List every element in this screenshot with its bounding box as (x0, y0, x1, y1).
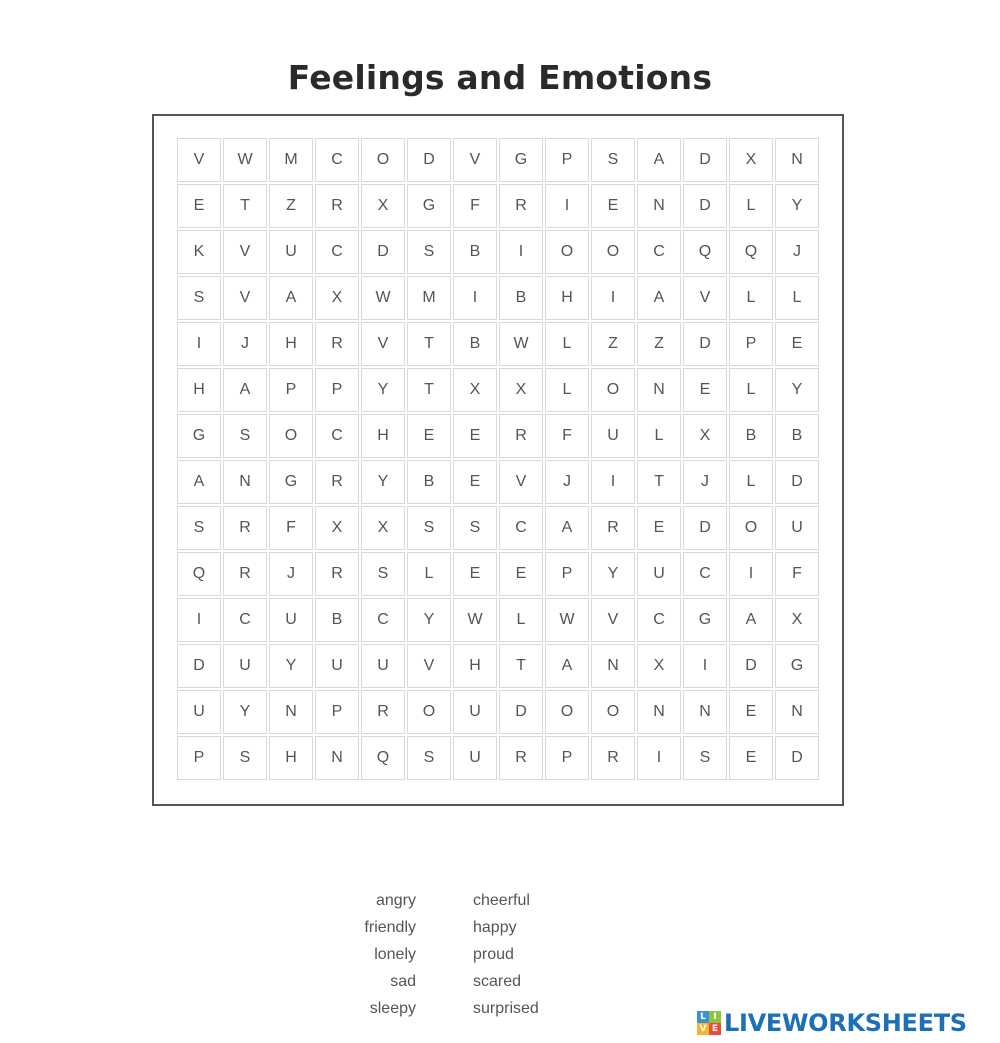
grid-cell[interactable]: T (499, 644, 543, 688)
grid-cell[interactable]: J (223, 322, 267, 366)
grid-cell[interactable]: E (729, 736, 773, 780)
grid-cell[interactable]: X (361, 506, 405, 550)
grid-cell[interactable]: R (315, 184, 359, 228)
grid-cell[interactable]: Q (361, 736, 405, 780)
grid-cell[interactable]: Y (269, 644, 313, 688)
liveworksheets-logo (697, 1008, 995, 1038)
grid-cell[interactable]: S (591, 138, 635, 182)
grid-cell[interactable]: L (407, 552, 451, 596)
grid-cell[interactable]: T (407, 322, 451, 366)
grid-cell[interactable]: X (315, 276, 359, 320)
grid-cell[interactable]: N (637, 184, 681, 228)
logo-mark-tile: I (709, 1011, 721, 1023)
grid-cell[interactable]: N (683, 690, 727, 734)
grid-cell[interactable]: D (683, 322, 727, 366)
grid-cell[interactable]: L (775, 276, 819, 320)
grid-cell[interactable]: F (545, 414, 589, 458)
grid-cell[interactable]: C (637, 598, 681, 642)
grid-cell[interactable]: N (591, 644, 635, 688)
grid-cell[interactable]: O (545, 230, 589, 274)
grid-cell[interactable]: V (223, 230, 267, 274)
grid-cell[interactable]: A (637, 276, 681, 320)
grid-cell[interactable]: E (407, 414, 451, 458)
grid-cell[interactable]: Y (775, 368, 819, 412)
logo-mark-tile: V (697, 1023, 709, 1035)
grid-cell[interactable]: L (729, 184, 773, 228)
grid-cell[interactable]: A (545, 506, 589, 550)
letter-grid (177, 138, 821, 782)
grid-cell[interactable]: U (453, 690, 497, 734)
grid-cell[interactable]: E (591, 184, 635, 228)
grid-cell[interactable]: W (545, 598, 589, 642)
grid-cell[interactable]: E (729, 690, 773, 734)
grid-cell[interactable]: S (407, 736, 451, 780)
grid-cell[interactable]: Z (591, 322, 635, 366)
grid-cell[interactable]: C (315, 414, 359, 458)
grid-cell[interactable]: H (361, 414, 405, 458)
grid-cell[interactable]: R (591, 506, 635, 550)
grid-cell[interactable]: I (545, 184, 589, 228)
grid-cell[interactable]: W (361, 276, 405, 320)
grid-cell[interactable]: M (269, 138, 313, 182)
grid-cell[interactable]: E (683, 368, 727, 412)
grid-cell[interactable]: V (453, 138, 497, 182)
word-list (300, 890, 600, 1030)
grid-cell[interactable]: V (177, 138, 221, 182)
grid-cell[interactable]: A (177, 460, 221, 504)
grid-cell[interactable]: U (269, 598, 313, 642)
grid-cell[interactable]: H (269, 736, 313, 780)
word-list-right-column (473, 890, 539, 1025)
grid-cell[interactable]: E (499, 552, 543, 596)
grid-cell[interactable]: O (591, 690, 635, 734)
grid-cell[interactable]: J (545, 460, 589, 504)
grid-cell[interactable]: E (775, 322, 819, 366)
grid-cell[interactable]: V (407, 644, 451, 688)
grid-cell[interactable]: N (637, 690, 681, 734)
logo-mark-tile: L (697, 1011, 709, 1023)
grid-cell[interactable]: F (775, 552, 819, 596)
grid-cell[interactable]: R (315, 322, 359, 366)
grid-cell[interactable]: C (361, 598, 405, 642)
word-list-item: scared (473, 973, 522, 990)
grid-cell[interactable]: P (545, 736, 589, 780)
grid-cell[interactable]: C (499, 506, 543, 550)
grid-cell[interactable]: I (591, 460, 635, 504)
grid-cell[interactable]: C (683, 552, 727, 596)
grid-cell[interactable]: H (545, 276, 589, 320)
grid-cell[interactable]: U (775, 506, 819, 550)
grid-cell[interactable]: O (591, 368, 635, 412)
grid-cell[interactable]: G (407, 184, 451, 228)
grid-cell[interactable]: B (775, 414, 819, 458)
grid-cell[interactable]: E (177, 184, 221, 228)
grid-cell[interactable]: C (315, 138, 359, 182)
grid-cell[interactable]: J (775, 230, 819, 274)
grid-cell[interactable]: D (361, 230, 405, 274)
grid-cell[interactable]: V (591, 598, 635, 642)
grid-cell[interactable]: N (775, 690, 819, 734)
grid-cell[interactable]: P (315, 690, 359, 734)
grid-cell[interactable]: R (499, 736, 543, 780)
grid-cell[interactable]: D (683, 138, 727, 182)
grid-cell[interactable]: H (177, 368, 221, 412)
grid-cell[interactable]: I (453, 276, 497, 320)
grid-cell[interactable]: L (637, 414, 681, 458)
grid-cell[interactable]: D (499, 690, 543, 734)
grid-cell[interactable]: Z (269, 184, 313, 228)
grid-cell[interactable]: R (315, 460, 359, 504)
grid-cell[interactable]: Z (637, 322, 681, 366)
grid-cell[interactable]: O (407, 690, 451, 734)
grid-cell[interactable]: T (637, 460, 681, 504)
grid-cell[interactable]: N (637, 368, 681, 412)
grid-cell[interactable]: S (223, 736, 267, 780)
grid-cell[interactable]: R (223, 552, 267, 596)
grid-cell[interactable]: Y (361, 368, 405, 412)
grid-cell[interactable]: I (637, 736, 681, 780)
grid-cell[interactable]: U (591, 414, 635, 458)
grid-cell[interactable]: D (775, 460, 819, 504)
grid-cell[interactable]: Q (729, 230, 773, 274)
grid-cell[interactable]: O (269, 414, 313, 458)
grid-cell[interactable]: I (499, 230, 543, 274)
grid-cell[interactable]: S (407, 506, 451, 550)
grid-cell[interactable]: F (453, 184, 497, 228)
grid-cell[interactable]: G (499, 138, 543, 182)
grid-cell[interactable]: H (269, 322, 313, 366)
grid-cell[interactable]: P (545, 138, 589, 182)
grid-cell[interactable]: S (683, 736, 727, 780)
grid-cell[interactable]: D (729, 644, 773, 688)
grid-cell[interactable]: G (775, 644, 819, 688)
grid-cell[interactable]: P (269, 368, 313, 412)
grid-cell[interactable]: R (361, 690, 405, 734)
grid-cell[interactable]: X (729, 138, 773, 182)
grid-cell[interactable]: Y (591, 552, 635, 596)
grid-cell[interactable]: N (775, 138, 819, 182)
word-list-item: happy (473, 919, 517, 936)
grid-cell[interactable]: Y (361, 460, 405, 504)
word-list-item: cheerful (473, 892, 530, 909)
grid-cell[interactable]: J (269, 552, 313, 596)
grid-cell[interactable]: O (361, 138, 405, 182)
page-title: Feelings and Emotions (287, 58, 713, 97)
grid-cell[interactable]: D (177, 644, 221, 688)
grid-cell[interactable]: U (223, 644, 267, 688)
grid-cell[interactable]: B (453, 230, 497, 274)
grid-cell[interactable]: X (361, 184, 405, 228)
grid-cell[interactable]: P (729, 322, 773, 366)
grid-cell[interactable]: D (407, 138, 451, 182)
grid-cell[interactable]: I (177, 598, 221, 642)
grid-cell[interactable]: I (729, 552, 773, 596)
grid-cell[interactable]: I (177, 322, 221, 366)
grid-cell[interactable]: G (177, 414, 221, 458)
grid-cell[interactable]: A (637, 138, 681, 182)
grid-cell[interactable]: Q (683, 230, 727, 274)
grid-cell[interactable]: Y (775, 184, 819, 228)
grid-cell[interactable]: P (545, 552, 589, 596)
grid-cell[interactable]: N (223, 460, 267, 504)
grid-cell[interactable]: S (407, 230, 451, 274)
word-list-item: friendly (364, 919, 416, 936)
grid-cell[interactable]: V (223, 276, 267, 320)
grid-cell[interactable]: R (315, 552, 359, 596)
grid-cell[interactable]: G (683, 598, 727, 642)
grid-cell[interactable]: A (545, 644, 589, 688)
grid-cell[interactable]: U (637, 552, 681, 596)
grid-cell[interactable]: C (223, 598, 267, 642)
grid-cell[interactable]: U (315, 644, 359, 688)
word-list-item: sad (390, 973, 416, 990)
grid-cell[interactable]: U (177, 690, 221, 734)
grid-cell[interactable]: R (499, 184, 543, 228)
grid-cell[interactable]: L (729, 368, 773, 412)
grid-cell[interactable]: D (683, 506, 727, 550)
grid-cell[interactable]: Q (177, 552, 221, 596)
grid-cell[interactable]: B (407, 460, 451, 504)
grid-cell[interactable]: O (591, 230, 635, 274)
grid-cell[interactable]: L (729, 460, 773, 504)
grid-cell[interactable]: D (775, 736, 819, 780)
grid-cell[interactable]: R (223, 506, 267, 550)
grid-cell[interactable]: G (269, 460, 313, 504)
grid-cell[interactable]: V (361, 322, 405, 366)
grid-cell[interactable]: S (223, 414, 267, 458)
grid-cell[interactable]: P (315, 368, 359, 412)
grid-cell[interactable]: J (683, 460, 727, 504)
grid-cell[interactable]: W (499, 322, 543, 366)
grid-cell[interactable]: P (177, 736, 221, 780)
grid-cell[interactable]: A (729, 598, 773, 642)
grid-cell[interactable]: U (453, 736, 497, 780)
grid-cell[interactable]: L (729, 276, 773, 320)
grid-cell[interactable]: U (361, 644, 405, 688)
grid-cell[interactable]: O (545, 690, 589, 734)
grid-cell[interactable]: L (499, 598, 543, 642)
grid-cell[interactable]: X (315, 506, 359, 550)
word-list-item: angry (375, 892, 416, 909)
grid-cell[interactable]: F (269, 506, 313, 550)
grid-cell[interactable]: O (729, 506, 773, 550)
grid-cell[interactable]: N (315, 736, 359, 780)
grid-cell[interactable]: X (637, 644, 681, 688)
word-list-left-column (364, 890, 416, 1025)
grid-cell[interactable]: B (499, 276, 543, 320)
grid-cell[interactable]: A (269, 276, 313, 320)
grid-cell[interactable]: W (223, 138, 267, 182)
grid-cell[interactable]: H (453, 644, 497, 688)
grid-cell[interactable]: E (453, 460, 497, 504)
grid-cell[interactable]: T (407, 368, 451, 412)
grid-cell[interactable]: B (315, 598, 359, 642)
logo-mark-tile: E (709, 1023, 721, 1035)
grid-cell[interactable]: Y (223, 690, 267, 734)
grid-cell[interactable]: S (361, 552, 405, 596)
grid-cell[interactable]: C (315, 230, 359, 274)
word-list-item: lonely (374, 946, 416, 963)
grid-cell[interactable]: Y (407, 598, 451, 642)
grid-cell[interactable]: V (683, 276, 727, 320)
grid-cell[interactable]: K (177, 230, 221, 274)
grid-cell[interactable]: B (729, 414, 773, 458)
liveworksheets-logo-text: LIVEWORKSHEETS (724, 1009, 967, 1037)
grid-cell[interactable]: I (591, 276, 635, 320)
grid-cell[interactable]: E (453, 414, 497, 458)
word-list-item: surprised (473, 1000, 539, 1017)
grid-cell[interactable]: V (499, 460, 543, 504)
grid-cell[interactable]: X (453, 368, 497, 412)
grid-cell[interactable]: E (453, 552, 497, 596)
grid-cell[interactable]: N (269, 690, 313, 734)
grid-cell[interactable]: B (453, 322, 497, 366)
grid-cell[interactable]: T (223, 184, 267, 228)
grid-cell[interactable]: L (545, 368, 589, 412)
grid-cell[interactable]: R (591, 736, 635, 780)
grid-cell[interactable]: A (223, 368, 267, 412)
grid-cell[interactable]: E (637, 506, 681, 550)
grid-cell[interactable]: S (177, 506, 221, 550)
grid-cell[interactable]: M (407, 276, 451, 320)
grid-cell[interactable]: C (637, 230, 681, 274)
grid-cell[interactable]: S (177, 276, 221, 320)
grid-cell[interactable]: S (453, 506, 497, 550)
word-list-item: sleepy (369, 1000, 416, 1017)
grid-cell[interactable]: D (683, 184, 727, 228)
grid-cell[interactable]: R (499, 414, 543, 458)
grid-cell[interactable]: X (499, 368, 543, 412)
grid-cell[interactable]: W (453, 598, 497, 642)
grid-cell[interactable]: L (545, 322, 589, 366)
grid-cell[interactable]: I (683, 644, 727, 688)
grid-cell[interactable]: X (683, 414, 727, 458)
grid-cell[interactable]: X (775, 598, 819, 642)
word-list-item: proud (473, 946, 514, 963)
grid-cell[interactable]: U (269, 230, 313, 274)
liveworksheets-logo-icon (697, 1011, 721, 1035)
